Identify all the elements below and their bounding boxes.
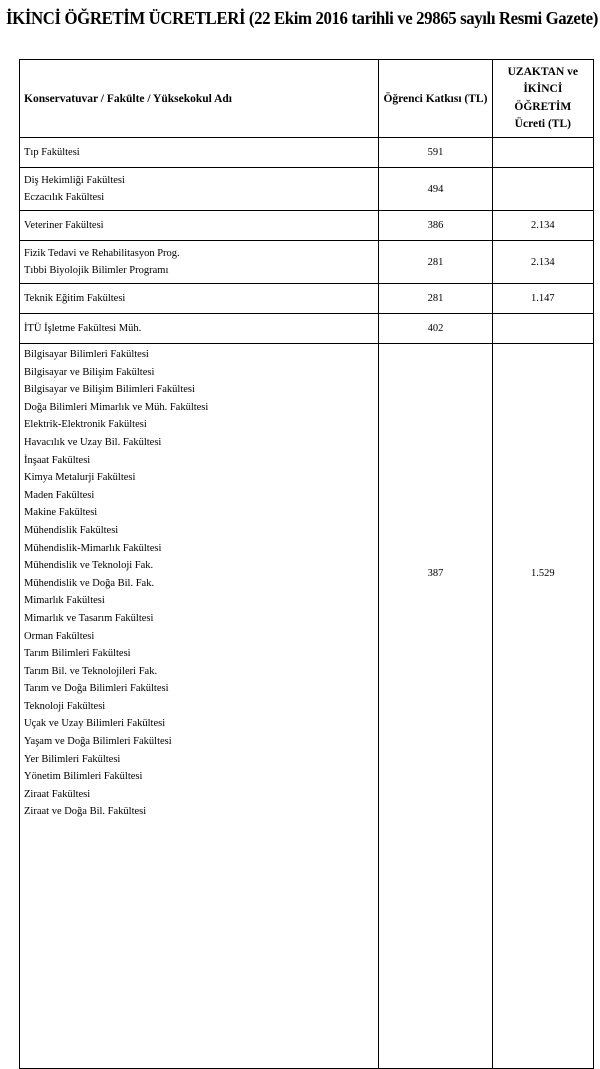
- faculty-name: Yönetim Bilimleri Fakültesi: [24, 771, 143, 783]
- faculty-cell: [20, 241, 379, 284]
- faculty-cell: [20, 314, 379, 344]
- remote-fee-cell: [492, 138, 593, 168]
- faculty-name: Eczacılık Fakültesi: [24, 192, 105, 203]
- faculty-name: Doğa Bilimleri Mimarlık ve Müh. Fakültesi: [24, 401, 209, 413]
- faculty-name: Ziraat ve Doğa Bil. Fakültesi: [24, 806, 147, 818]
- remote-fee-cell: 2.134: [492, 241, 593, 284]
- remote-fee-cell: 1.529: [492, 344, 593, 1069]
- fee-cell: 494: [379, 168, 492, 211]
- header-remote-line: UZAKTAN ve: [507, 65, 579, 78]
- faculty-name: Makine Fakültesi: [24, 507, 98, 519]
- faculty-name: İnşaat Fakültesi: [24, 454, 91, 466]
- table-row: [20, 138, 594, 168]
- faculty-cell: [20, 168, 379, 211]
- faculty-name: Ziraat Fakültesi: [24, 788, 91, 800]
- faculty-name: Tarım Bil. ve Teknolojileri Fak.: [24, 665, 158, 677]
- table-row: [20, 284, 594, 314]
- table-row: [20, 241, 594, 284]
- faculty-name: Havacılık ve Uzay Bil. Fakültesi: [24, 436, 162, 448]
- fee-cell: 591: [379, 138, 492, 168]
- remote-fee-cell: [492, 168, 593, 211]
- faculty-name: Mühendislik-Mimarlık Fakültesi: [24, 542, 162, 554]
- fee-cell: 281: [379, 284, 492, 314]
- faculty-cell: [20, 138, 379, 168]
- faculty-cell: [20, 284, 379, 314]
- remote-fee-cell: [492, 314, 593, 344]
- faculty-name: Mimarlık ve Tasarım Fakültesi: [24, 612, 154, 624]
- table-row: [20, 314, 594, 344]
- faculty-name: Bilgisayar ve Bilişim Bilimleri Fakültesi: [24, 384, 195, 396]
- header-remote-line: Ücreti (TL): [514, 118, 571, 130]
- fee-cell: 387: [379, 344, 492, 1069]
- fee-cell: 386: [379, 211, 492, 241]
- faculty-name: İTÜ İşletme Fakültesi Müh.: [24, 322, 142, 334]
- faculty-name: Tıbbi Biyolojik Bilimler Programı: [24, 265, 169, 276]
- faculty-name: Diş Hekimliği Fakültesi: [24, 174, 125, 186]
- fee-cell: 402: [379, 314, 492, 344]
- faculty-name: Yaşam ve Doğa Bilimleri Fakültesi: [24, 736, 172, 748]
- faculty-name: Mimarlık Fakültesi: [24, 595, 105, 607]
- remote-fee-cell: 1.147: [492, 284, 593, 314]
- faculty-name: Tarım ve Doğa Bilimleri Fakültesi: [24, 683, 169, 695]
- faculty-name: Fizik Tedavi ve Rehabilitasyon Prog.: [24, 247, 180, 259]
- remote-fee-cell: 2.134: [492, 211, 593, 241]
- header-remote-line: İKİNCİ ÖĞRETİM: [514, 83, 572, 113]
- table-row: [20, 168, 594, 211]
- faculty-name: Mühendislik Fakültesi: [24, 524, 119, 536]
- faculty-name: Tıp Fakültesi: [24, 146, 80, 158]
- faculty-name: Kimya Metalurji Fakültesi: [24, 472, 136, 484]
- faculty-name: Uçak ve Uzay Bilimleri Fakültesi: [24, 718, 166, 730]
- faculty-name: Teknoloji Fakültesi: [24, 700, 106, 712]
- table-row: [20, 344, 594, 1069]
- faculty-name: Teknik Eğitim Fakültesi: [24, 292, 126, 304]
- table-row: [20, 211, 594, 241]
- faculty-name: Bilgisayar Bilimleri Fakültesi: [24, 349, 149, 360]
- faculty-name: Bilgisayar ve Bilişim Fakültesi: [24, 366, 155, 378]
- faculty-cell: [20, 211, 379, 241]
- fees-table: [19, 59, 594, 1069]
- faculty-name: Mühendislik ve Teknoloji Fak.: [24, 560, 154, 572]
- faculty-name: Veteriner Fakültesi: [24, 219, 104, 231]
- header-remote: [492, 60, 593, 138]
- header-fee: Öğrenci Katkısı (TL): [379, 60, 492, 138]
- faculty-name: Maden Fakültesi: [24, 489, 95, 501]
- page-title: İKİNCİ ÖĞRETİM ÜCRETLERİ (22 Ekim 2016 tarihli ve 29865 sayılı Resmi Gazete): [6, 8, 598, 28]
- faculty-name: Mühendislik ve Doğa Bil. Fak.: [24, 577, 155, 589]
- header-name: Konservatuvar / Fakülte / Yüksekokul Adı: [20, 60, 379, 138]
- faculty-name: Orman Fakültesi: [24, 630, 95, 642]
- fee-cell: 281: [379, 241, 492, 284]
- faculty-name: Yer Bilimleri Fakültesi: [24, 753, 121, 765]
- table-header-row: [20, 60, 594, 138]
- faculty-name: Tarım Bilimleri Fakültesi: [24, 648, 131, 660]
- faculty-cell: [20, 344, 379, 1069]
- faculty-name: Elektrik-Elektronik Fakültesi: [24, 419, 147, 431]
